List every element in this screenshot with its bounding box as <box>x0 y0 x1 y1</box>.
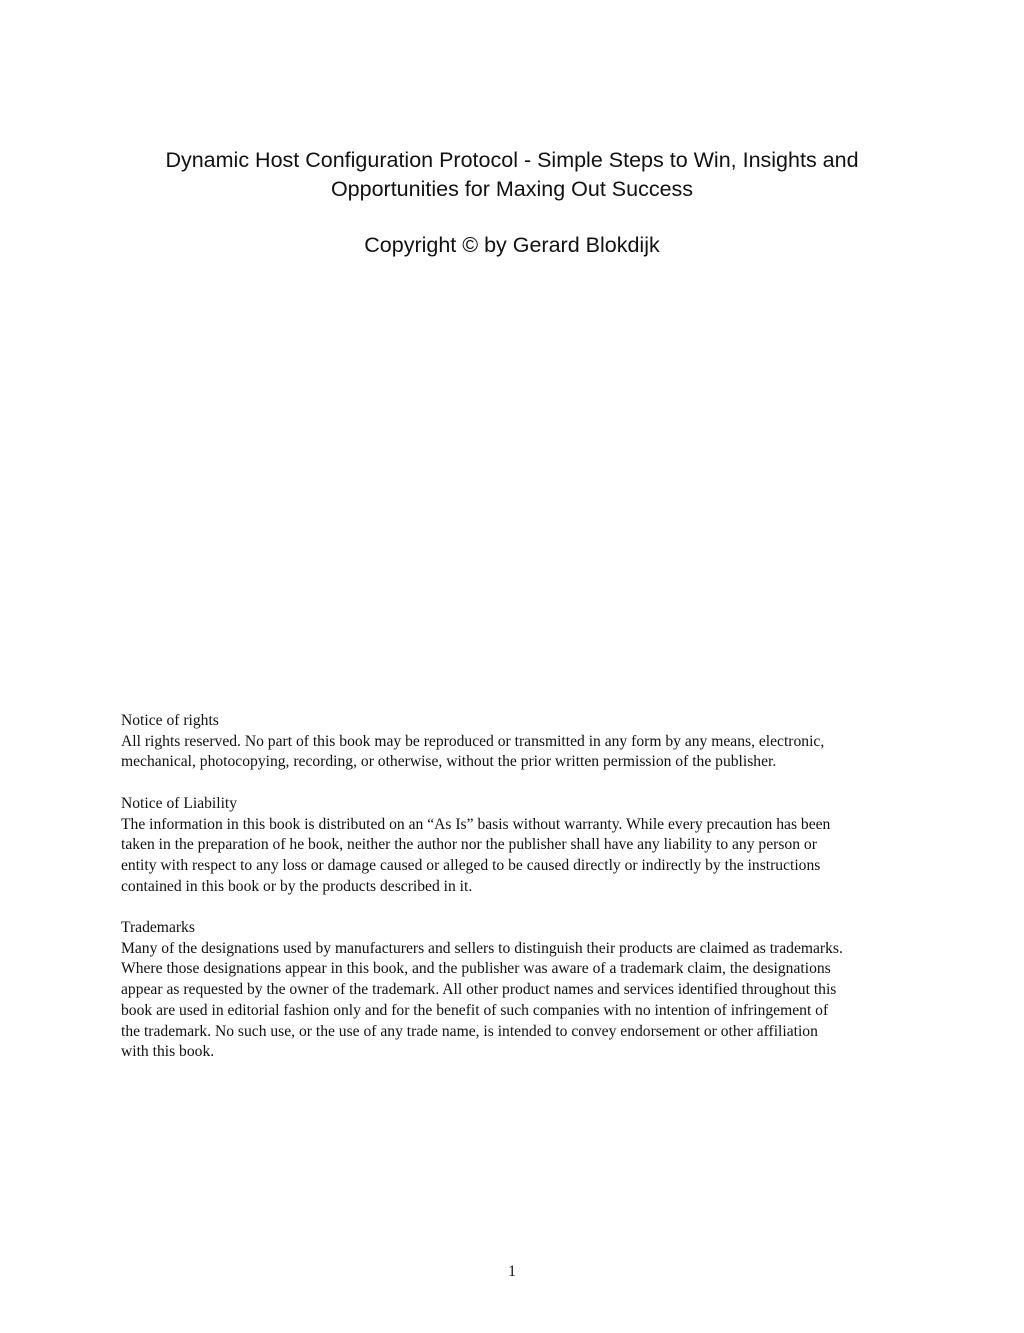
paragraph-line: All rights reserved. No part of this book may be reproduced or transmitted in any form by any means, electronic, <box>121 732 825 750</box>
book-title-line: Opportunities for Maxing Out Success <box>330 177 694 201</box>
paragraph-line: The information in this book is distributed on an “As Is” basis without warranty. While every precaution has been <box>121 815 831 833</box>
paragraph-line: mechanical, photocopying, recording, or otherwise, without the prior written permission of the publisher. <box>121 753 777 771</box>
legal-notices <box>121 711 911 1084</box>
section-heading: Notice of rights <box>121 712 219 729</box>
paragraph-line: appear as requested by the owner of the trademark. All other product names and services identified throughout this <box>121 981 837 999</box>
paragraph-line: Many of the designations used by manufacturers and sellers to distinguish their products are claimed as trademarks. <box>121 939 843 957</box>
section-heading: Trademarks <box>121 919 195 936</box>
section-heading: Notice of Liability <box>121 794 238 812</box>
paragraph-line: book are used in editorial fashion only and for the benefit of such companies with no intention of infringement of <box>121 1001 829 1019</box>
copyright-line: Copyright © by Gerard Blokdijk <box>364 233 660 257</box>
paragraph-line: with this book. <box>121 1043 215 1061</box>
trademarks-section <box>121 918 911 1063</box>
book-title-line: Dynamic Host Configuration Protocol - Simple Steps to Win, Insights and <box>165 148 859 172</box>
paragraph-line: contained in this book or by the products described in it. <box>121 877 473 895</box>
page-number: 1 <box>508 1263 516 1280</box>
notice-of-rights-section <box>121 711 911 773</box>
book-title <box>100 146 924 204</box>
paragraph-line: the trademark. No such use, or the use of any trade name, is intended to convey endorsement or other affiliation <box>121 1022 818 1040</box>
paragraph-line: Where those designations appear in this book, and the publisher was aware of a trademark claim, the designations <box>121 960 831 978</box>
paragraph-line: taken in the preparation of he book, neither the author nor the publisher shall have any liability to any person or <box>121 836 817 854</box>
notice-of-liability-section <box>121 794 911 898</box>
paragraph-line: entity with respect to any loss or damage caused or alleged to be caused directly or indirectly by the instructions <box>121 856 821 874</box>
